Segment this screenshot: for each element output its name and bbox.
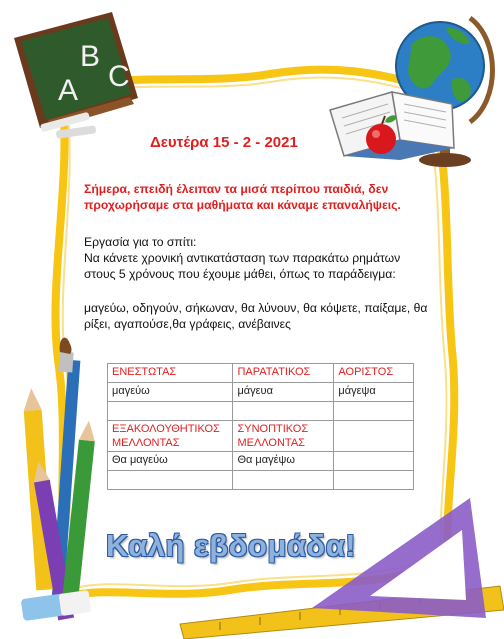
homework-instruction: Να κάνετε χρονική αντικατάσταση των παρακάτω ρημάτων στους 5 χρόνους που έχουμε μάθει, όπως το παράδειγμα: xyxy=(84,251,401,281)
table-row xyxy=(108,452,414,471)
table-cell xyxy=(334,452,414,471)
date-heading: Δευτέρα 15 - 2 - 2021 xyxy=(150,134,298,151)
class-notice: Σήμερα, επειδή έλειπαν τα μισά περίπου παιδιά, δεν προχωρήσαμε στα μαθήματα και κάναμε επαναλήψεις. xyxy=(84,182,401,212)
table-row xyxy=(108,402,414,421)
table-cell: Θα μαγεύω xyxy=(108,452,233,471)
table-cell: μάγευα xyxy=(233,383,334,402)
table-header-cell: ΕΞΑΚΟΛΟΥΘΗΤΙΚΟΣ ΜΕΛΛΟΝΤΑΣ xyxy=(108,421,233,452)
chalkboard-icon xyxy=(14,12,138,139)
chalkboard-letter-a: A xyxy=(58,74,79,107)
table-header-cell: ΑΟΡΙΣΤΟΣ xyxy=(334,364,414,383)
table-row xyxy=(108,471,414,490)
tense-table xyxy=(107,363,414,490)
table-cell: μαγεύω xyxy=(108,383,233,402)
table-cell xyxy=(108,471,233,490)
chalkboard-letter-c: C xyxy=(108,60,130,93)
table-row xyxy=(108,364,414,383)
table-cell xyxy=(233,402,334,421)
eraser-icon xyxy=(21,590,92,621)
table-header-cell: ΠΑΡΑΤΑΤΙΚΟΣ xyxy=(233,364,334,383)
table-cell xyxy=(334,471,414,490)
open-book-icon xyxy=(330,92,454,160)
table-header-cell xyxy=(334,421,414,452)
table-row xyxy=(108,421,414,452)
table-cell xyxy=(108,402,233,421)
homework-block xyxy=(84,234,434,282)
homework-title: Εργασία για το σπίτι: xyxy=(84,235,197,249)
chalkboard-letter-b: B xyxy=(80,40,101,73)
table-header-cell: ΣΥΝΟΠΤΙΚΟΣ ΜΕΛΛΟΝΤΑΣ xyxy=(233,421,334,452)
table-cell xyxy=(233,471,334,490)
table-cell: μάγεψα xyxy=(334,383,414,402)
table-row xyxy=(108,383,414,402)
table-cell xyxy=(334,402,414,421)
table-header-cell: ΕΝΕΣΤΩΤΑΣ xyxy=(108,364,233,383)
footer-greeting: Καλή εβδομάδα! xyxy=(106,528,357,563)
verb-list: μαγεύω, οδηγούν, σήκωναν, θα λύνουν, θα κόψετε, παίξαμε, θα ρίξει, αγαπούσε,θα γράφεις, ανέβαινες xyxy=(84,301,428,331)
table-cell: Θα μαγέψω xyxy=(233,452,334,471)
